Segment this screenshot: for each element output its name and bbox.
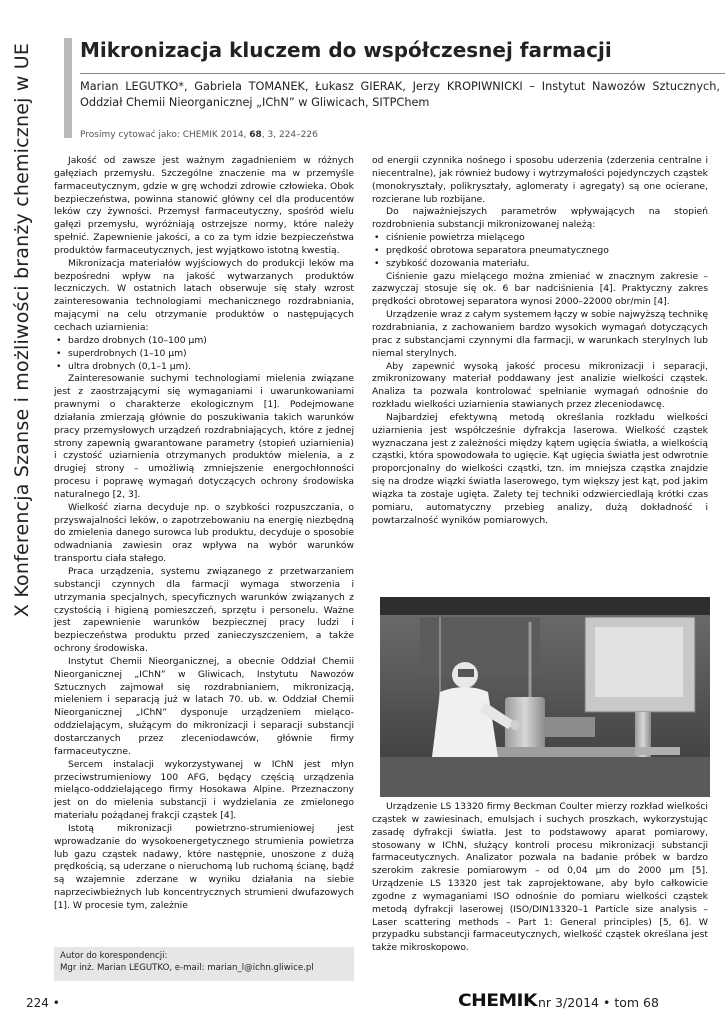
paragraph: Zainteresowanie suchymi technologiami mielenia związane jest z zaostrzającymi się wymaganiami i uwarunkowaniami prawnymi o charakterze ekologicznym [1]. Podejmowane działania zmierzają głównie do poszukiwania takich warunków pracy przemysłowych urządzeń rozdrabniających, które z jednej strony zapewnią gwarantowane parametry (stopień uziarnienia) i czystość uziarnienia otrzymanych produktów mielenia, a z drugiej strony – umożliwią zmniejszenie energochłonności procesu i poprawę wymagań dotyczących ochrony środowiska naturalnego [2, 3]. <box>54 373 354 500</box>
list-item: • szybkość dozowania materiału. <box>372 258 708 271</box>
article-authors: Marian LEGUTKO*, Gabriela TOMANEK, Łukasz GIERAK, Jerzy KROPIWNICKI – Instytut Nawozów Sztucznych, Oddział Chemii Nieorganicznej „IChN” w Gliwicach, SITPChem <box>80 80 720 109</box>
paragraph: Jakość od zawsze jest ważnym zagadnieniem w różnych gałęziach przemysłu. Szczególne znaczenie ma w przemyśle farmaceutycznym, gdzie w grę wchodzi zdrowie człowieka. Obok bezpieczeństwa, powinna stanowić główny cel dla producentów leków czy żywności. Przemysł farmaceutyczny, spośród wielu gałęzi przemysłu, wyróżniają ostrzejsze normy, które należy spełnić. Zapewnienie jakości, a co za tym idzie bezpieczeństwa produktów farmaceutycznych, jest wyjątkowo istotną kwestią. <box>54 155 354 256</box>
citation-volume: 68 <box>249 130 262 140</box>
list-item: • superdrobnych (1–10 μm) <box>54 348 354 361</box>
list-item: • prędkość obrotowa separatora pneumatycznego <box>372 245 708 258</box>
page-footer <box>0 990 725 1020</box>
correspondence-text: Mgr inż. Marian LEGUTKO, e-mail: marian_l@ichn.gliwice.pl <box>60 963 314 973</box>
conference-name: X Konferencja Szanse i możliwości branży chemicznej w UE <box>11 42 33 618</box>
article-title: Mikronizacja kluczem do współczesnej farmacji <box>80 38 612 62</box>
particle-size-list <box>54 335 354 374</box>
title-rule <box>80 73 725 74</box>
right-column <box>372 155 708 527</box>
caption-text: Urządzenie LS 13320 firmy Beckman Coulter mierzy rozkład wielkości cząstek w zawiesinach, emulsjach i suchych proszkach, wykorzystując zasadę dyfrakcji światła. Jest to podstawowy aparat pomiarowy, stosowany w IChN, służący kontroli procesu mikronizacji substancji farmaceutycznych. Analizator pozwala na badanie próbek w bardzo szerokim zakresie pomiarowym – od 0,04 μm do 2000 μm [5]. Urządzenie LS 13320 jest tak zaprojektowane, aby było całkowicie zgodne z wymaganiami ISO odnośnie do pomiaru wielkości cząstek metodą dyfrakcji laserowej (ISO/DIN13320–1 Particle size analysis – Laser scattering methods – Part 1: General principles) [5, 6]. W przypadku substancji farmaceutycznych, wielkość cząstek określana jest także mikroskopowo. <box>372 801 708 954</box>
parameter-list <box>372 232 708 271</box>
conference-sidebar <box>0 40 44 618</box>
citation-line <box>80 130 318 140</box>
list-item: • bardzo drobnych (10–100 μm) <box>54 335 354 348</box>
citation-suffix: , 3, 224–226 <box>261 130 318 140</box>
list-item: • ciśnienie powietrza mielącego <box>372 232 708 245</box>
left-column <box>54 155 354 913</box>
header-accent-bar <box>64 38 72 138</box>
paragraph: od energii czynnika nośnego i sposobu uderzenia (zderzenia centralne i niecentralne), jak również budowy i wytrzymałości pojedynczych cząstek (monokryształy, polikryształy, aglomeraty i agregaty) są one ocierane, rozcierane lub rozbijane. <box>372 155 708 205</box>
correspondence-label: Autor do korespondencji: <box>60 951 168 961</box>
paragraph: Urządzenie wraz z całym systemem łączy w sobie najwyższą technikę rozdrabniania, z zachowaniem bardzo wysokich wymagań dotyczących prac z substancjami czynnymi dla farmacji, w warunkach sterylnych lub niemal sterylnych. <box>372 309 708 359</box>
paragraph: Do najważniejszych parametrów wpływających na stopień rozdrobnienia substancji mikronizowanej należą: <box>372 206 708 231</box>
lab-photo-illustration <box>380 597 710 797</box>
paragraph: Istotą mikronizacji powietrzno-strumieniowej jest wprowadzanie do wysokoenergetycznego strumienia powietrza lub gazu cząstek nadawy, które następnie, unoszone z dużą prędkością, są uderzane o nieruchomą lub ruchomą ścianę, bądź są wzajemnie zderzane w wyniku działania na siebie naprzeciwbieżnych lub koncentrycznych strumieni dwufazowych [1]. W procesie tym, zależnie <box>54 822 354 911</box>
photo-caption <box>372 801 708 955</box>
page-number: 224 • <box>26 996 60 1010</box>
paragraph: Najbardziej efektywną metodą określania rozkładu wielkości uziarnienia jest współcześnie dyfrakcja laserowa. Wielkość cząstek wyznaczana jest z zależności między kątem ugięcia światła, a wielkością cząstki, która spowodowała to ugięcie. Kąt ugięcia światła jest odwrotnie proporcjonalny do wielkości cząstki, tzn. im mniejsza cząstka znajdzie się na drodze wiązki światła laserowego, tym większy jest kąt, pod jakim wiązka ta zostaje ugięta. Zalety tej techniki odzwierciedlają krótki czas pomiaru, automatyczny przebieg analizy, dużą dokładność i powtarzalność wyników pomiarowych. <box>372 411 708 526</box>
list-item: • ultra drobnych (0,1–1 μm). <box>54 361 354 374</box>
correspondence-box <box>54 947 354 981</box>
paragraph: Ciśnienie gazu mielącego można zmieniać w znacznym zakresie – zazwyczaj stosuje się ok. 6 bar nadciśnienia [4]. Praktyczny zakres prędkości obrotowej separatora wynosi 2000–22000 obr/min [4]. <box>372 270 708 308</box>
paragraph: Praca urządzenia, systemu związanego z przetwarzaniem substancji czynnych dla farmacji wymaga stworzenia i utrzymania specjalnych, specyficznych warunków związanych z czystością i higieną pomieszczeń, sprzętu i personelu. Ważne jest zapewnienie warunków bezpiecznej pracy ludzi i bezpieczeństwa produktu przed zanieczyszczeniem, a także ochrony środowiska. <box>54 566 354 655</box>
paragraph: Wielkość ziarna decyduje np. o szybkości rozpuszczania, o przyswajalności leków, o zapotrzebowaniu na energię niezbędną do zmielenia danego surowca lub produktu, decyduje o sposobie odwadniania zawiesin oraz wpływa na wybór warunków transportu ciała stałego. <box>54 501 354 565</box>
paragraph: Sercem instalacji wykorzystywanej w IChN jest młyn przeciwstrumieniowy 100 AFG, będący częścią urządzenia mieląco-oddzielającego firmy Hosokawa Alpine. Przeznaczony jest on do mielenia substancji i wydzielania ze zmielonego materiału pożądanej frakcji cząstek [4]. <box>54 758 354 822</box>
journal-logo: CHEMIK <box>458 991 537 1011</box>
issue-info: nr 3/2014 • tom 68 <box>538 995 659 1010</box>
paragraph: Mikronizacja materiałów wyjściowych do produkcji leków ma bezpośredni wpływ na jakość wytwarzanych produktów leczniczych. W ostatnich latach obserwuje się stały wzrost zainteresowania technologiami mechanicznego rozdrabniania, mającymi na celu otrzymanie produktów o następujących cechach uziarnienia: <box>54 257 354 333</box>
paragraph: Instytut Chemii Nieorganicznej, a obecnie Oddział Chemii Nieorganicznej „IChN” w Gliwicach, Instytutu Nawozów Sztucznych zajmował się rozdrabnianiem, mikronizacją, mieleniem i separacją już w latach 70. ub. w. Oddział Chemii Nieorganicznej „IChN” dysponuje urządzeniem mieląco-oddzielającym, służącym do mikronizacji i separacji substancji dostarczanych przez zleceniodawców, głównie firmy farmaceutyczne. <box>54 655 354 757</box>
citation-prefix: Prosimy cytować jako: CHEMIK 2014, <box>80 130 250 140</box>
paragraph: Aby zapewnić wysoką jakość procesu mikronizacji i separacji, zmikronizowany materiał poddawany jest analizie wielkości cząstek. Analiza ta pozwala kontrolować spełnianie wymagań odnośnie do rozkładu wielkości uziarnienia stawianych przez zleceniodawcę. <box>372 360 708 411</box>
lab-photo <box>380 597 710 797</box>
